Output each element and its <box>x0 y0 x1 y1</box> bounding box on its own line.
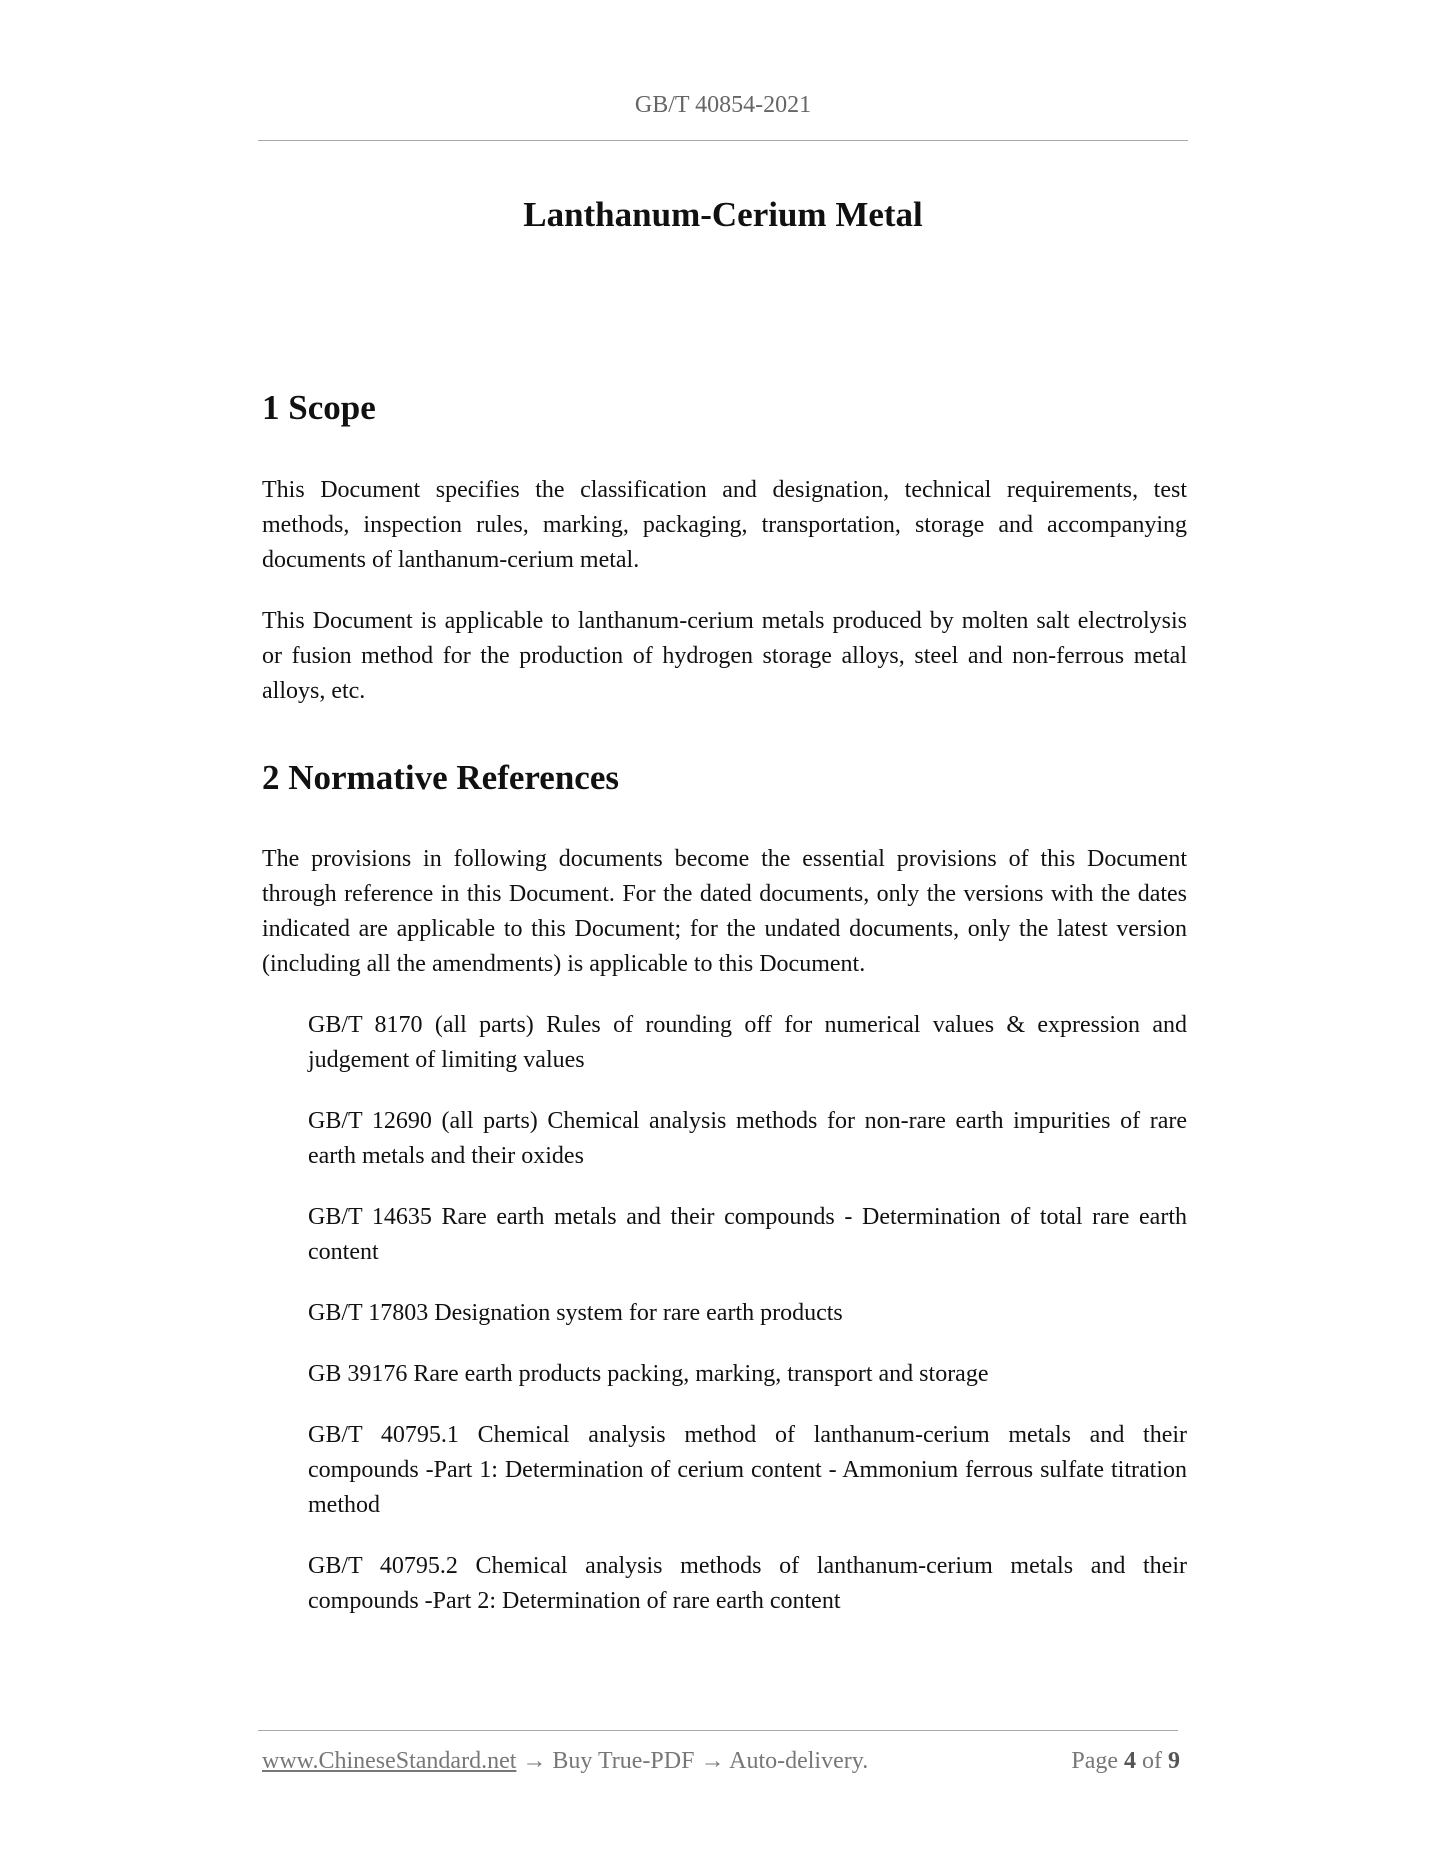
footer <box>262 1748 1180 1775</box>
header-divider <box>258 140 1188 141</box>
scope-paragraph-1: This Document specifies the classification and designation, technical requirements, test methods, inspection rules, marking, packaging, transportation, storage and accompanying documents of lanthanum-cerium metal. <box>262 477 1187 573</box>
scope-paragraph-2: This Document is applicable to lanthanum-cerium metals produced by molten salt electrolysis or fusion method for the production of hydrogen storage alloys, steel and non-ferrous metal alloys, etc. <box>262 608 1187 704</box>
page-prefix: Page <box>1071 1748 1124 1774</box>
reference-item: GB/T 40795.2 Chemical analysis methods of lanthanum-cerium metals and their compounds -Part 2: Determination of rare earth content <box>308 1553 1187 1614</box>
reference-item: GB/T 14635 Rare earth metals and their compounds - Determination of total rare earth content <box>308 1204 1187 1265</box>
reference-item: GB/T 40795.1 Chemical analysis method of lanthanum-cerium metals and their compounds -Part 1: Determination of cerium content - Ammonium ferrous sulfate titration method <box>308 1422 1187 1518</box>
section-heading-scope: 1 Scope <box>262 388 376 427</box>
reference-item: GB/T 8170 (all parts) Rules of rounding off for numerical values & expression and judgement of limiting values <box>308 1012 1187 1073</box>
section-heading-normative-references: 2 Normative References <box>262 758 619 797</box>
document-code-header: GB/T 40854-2021 <box>634 92 812 118</box>
reference-item: GB/T 17803 Designation system for rare earth products <box>308 1300 843 1326</box>
page-current: 4 <box>1124 1748 1136 1774</box>
footer-tagline: → Buy True-PDF → Auto-delivery. <box>516 1748 869 1774</box>
page-total: 9 <box>1168 1748 1180 1774</box>
document-title: Lanthanum-Cerium Metal <box>523 195 923 234</box>
references-intro-paragraph: The provisions in following documents become the essential provisions of this Document through reference in this Document. For the dated documents, only the versions with the dates indicated are applicable to this Document; for the undated documents, only the latest version (including all the amendments) is applicable to this Document. <box>262 846 1187 977</box>
reference-item: GB/T 12690 (all parts) Chemical analysis methods for non-rare earth impurities of rare earth metals and their oxides <box>308 1108 1187 1169</box>
footer-divider <box>258 1730 1178 1731</box>
reference-item: GB 39176 Rare earth products packing, marking, transport and storage <box>308 1361 989 1387</box>
page-of: of <box>1136 1748 1168 1774</box>
website-link[interactable]: www.ChineseStandard.net <box>262 1748 517 1774</box>
page-indicator <box>1071 1748 1180 1775</box>
